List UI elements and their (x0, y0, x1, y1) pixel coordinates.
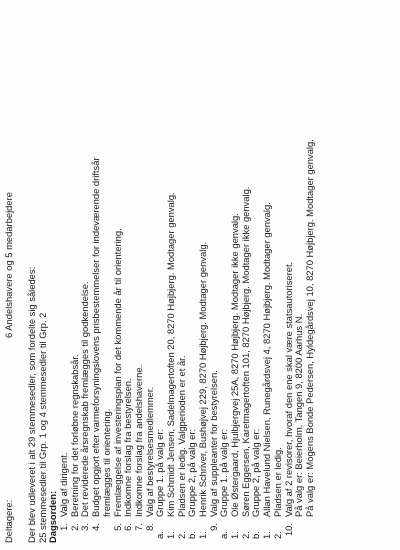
agenda-item-number: 2. (175, 531, 187, 539)
agenda-item-text: Allan Havelund Nielsen, Runegårdsvej 4, 8270 Højbjerg. Modtager genvalg. (261, 202, 273, 517)
agenda-item-text: Det reviderede årsregnskab fremlægges til godkendelse. (79, 281, 91, 517)
agenda-item-text: På valg er: Mogens Bonde Pedersen, Hyldegårdsvej 10, 8270 Højbjerg. Modtager genvalg. (303, 139, 315, 517)
participants-line (4, 5, 15, 545)
agenda-item-number: 1. (229, 531, 241, 539)
agenda-item-number: 2. (68, 523, 80, 531)
agenda-item-text: Valg af dirigent. (58, 452, 70, 517)
agenda-item-number: 7. (132, 523, 144, 531)
intro-line-1: Der blev udleveret i alt 29 stemmesedler, som fordelte sig således: (26, 266, 37, 543)
agenda-item-number: 8. (143, 523, 155, 531)
agenda-item (102, 5, 113, 545)
agenda-item-number: 4. (90, 523, 102, 531)
agenda-item-number: b. (250, 531, 262, 539)
agenda-item-text: Budget opgjort efter varmeforsyningslovens prisbestemmelser for indeværende driftsår (90, 157, 102, 517)
agenda-item-text: Valg af suppleanter for bestyrelsen. (207, 370, 219, 517)
agenda-item-number: 1. (164, 531, 176, 539)
agenda-item-text: Pladsen er ledig. (271, 447, 283, 517)
agenda-item-text: Gruppe 2, på valg er: (250, 428, 262, 517)
agenda-item-text: Gruppe 1. på valg er: (154, 428, 166, 517)
agenda-item-text: På valg er: Beierholm, Tangen 9, 8200 Aarhus N. (293, 313, 305, 517)
agenda-item-text: Ole Østergaard, Hjulbjergvej 25A, 8270 Højbjerg. Modtager ikke genvalg. (229, 213, 241, 517)
agenda-item (134, 5, 145, 545)
agenda-item-number: 10. (282, 523, 294, 537)
agenda-item-number: 5. (111, 523, 123, 531)
agenda-item-text: Kim Schmidt Jensen, Sadelmagertoften 20, 8270 Højbjerg. Modtager genvalg. (164, 192, 176, 517)
agenda-item-text: Pladsen er ledig. Valgperioden er et år. (175, 355, 187, 517)
agenda-item-text: Gruppe 2, på valg er: (186, 428, 198, 517)
agenda-item (305, 5, 316, 545)
participants-value: 6 Andelshavere og 5 medarbejdere (3, 192, 14, 338)
intro-line-2: 25 stemmesedler til Grp. 1 og 4 stemmesedler til Grp. 2 (36, 312, 48, 543)
agenda-item-text: Gruppe 1. på valg er: (218, 428, 230, 517)
minutes-text (4, 5, 394, 545)
agenda-item-text: Søren Eggersen, Karetmagertoften 101, 8270 Højbjerg. Modtager ikke genvalg. (239, 186, 251, 517)
agenda-item-text: Valg af bestyrelsesmedlemmer. (143, 386, 155, 517)
agenda-item-number: 2. (239, 531, 251, 539)
agenda-list (59, 5, 316, 545)
agenda-heading: Dagsorden: (47, 490, 59, 543)
agenda-item-text: Fremlæggelse af investeringsplan for det kommende år til orientering. (111, 228, 123, 517)
agenda-item-number: b. (186, 531, 198, 539)
agenda-item-number: 1. (261, 531, 273, 539)
agenda-item-text: Valg af 2 revisorer, hvoraf den ene skal være statsautoriseret. (282, 261, 294, 517)
agenda-item-text: Indkomne forslag fra andelshaverne. (132, 364, 144, 517)
participants-label: Deltagere: (3, 499, 14, 543)
agenda-item-number: a. (218, 531, 230, 539)
agenda-item-number: 6. (122, 523, 134, 531)
agenda-item-text: fremlægges til orientering. (100, 408, 112, 517)
agenda-item-number: 1. (58, 523, 70, 531)
agenda-item-text: Beretning for det forløbne regnskabsår. (68, 354, 80, 517)
agenda-item-number: a. (154, 531, 166, 539)
agenda-item-number: 9. (207, 523, 219, 531)
agenda-item-number: 2. (271, 531, 283, 539)
agenda-item-text: Henrik Schriver, Bushøjvej 229, 8270 Højbjerg. Modtager genvalg. (197, 241, 209, 517)
agenda-item-text: Indkomne forslag fra bestyrelsen. (122, 378, 134, 517)
agenda-item-number: 1. (197, 531, 209, 539)
agenda-item-number: 3. (79, 523, 91, 531)
agenda-item (273, 5, 284, 545)
